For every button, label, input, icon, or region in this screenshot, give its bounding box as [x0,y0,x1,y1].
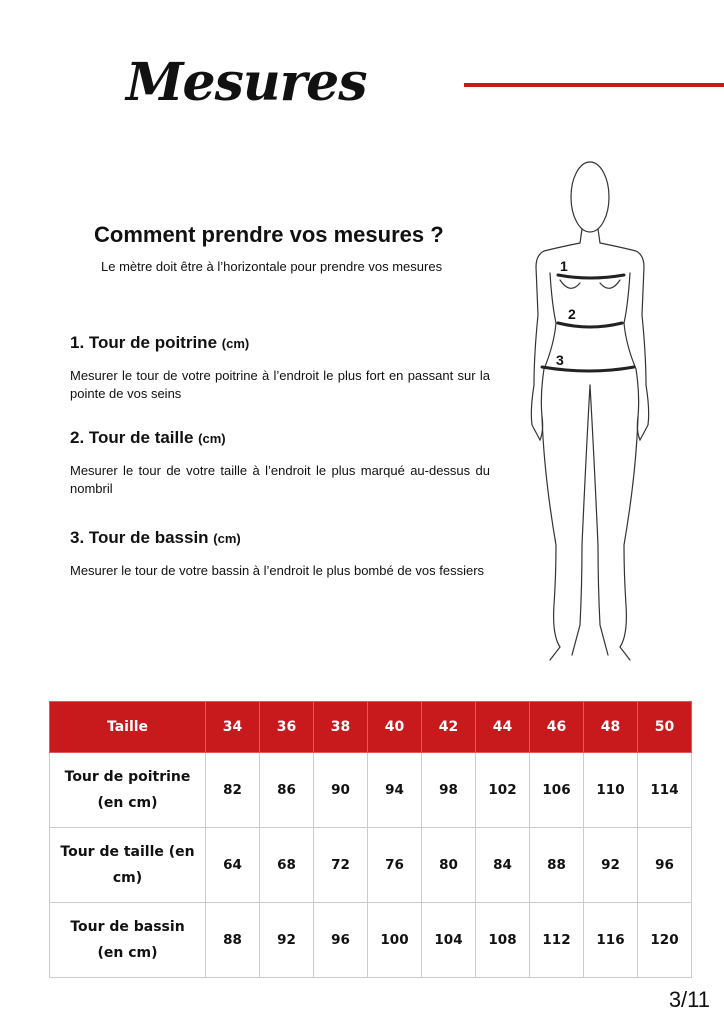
table-cell: 64 [206,828,260,903]
table-cell: 94 [368,753,422,828]
figure-right-arm [637,267,648,440]
section-hips [70,528,490,580]
table-cell: 104 [422,903,476,978]
figure-right-torso [624,273,639,417]
table-cell: 82 [206,753,260,828]
table-cell: 88 [530,828,584,903]
section-title-text: 3. Tour de bassin [70,528,209,547]
table-row-chest [50,753,692,828]
table-cell: 92 [584,828,638,903]
table-cell: 114 [638,753,692,828]
marker-3: 3 [556,352,564,368]
chest-measure-line [558,275,624,278]
table-cell: 106 [530,753,584,828]
figure-bust-left [560,280,580,288]
section-text: Mesurer le tour de votre bassin à l’endroit le plus bombé de vos fessiers [70,563,485,578]
figure-right-leg-outer [620,417,638,660]
table-cell: 96 [314,903,368,978]
row-label-line2: cm) [112,870,143,886]
size-38: 38 [314,702,368,753]
instructions-subheading: Le mètre doit être à l’horizontale pour prendre vos mesures [101,259,443,274]
table-cell: 84 [476,828,530,903]
table-cell: 120 [638,903,692,978]
table-cell: 76 [368,828,422,903]
row-label [50,753,206,828]
table-cell: 90 [314,753,368,828]
size-46: 46 [530,702,584,753]
table-cell: 88 [206,903,260,978]
row-label [50,903,206,978]
row-label [50,828,206,903]
section-waist [70,428,490,498]
section-text: Mesurer le tour de votre taille à l’endroit le plus marqué au-dessus du nombril [70,463,490,496]
size-34: 34 [206,702,260,753]
table-row-hips [50,903,692,978]
section-title [70,428,490,448]
figure-left-shoulder [536,229,582,267]
section-title [70,333,490,353]
figure-left-torso [541,273,556,417]
waist-measure-line [558,323,622,327]
table-cell: 110 [584,753,638,828]
title-divider [464,83,724,87]
table-cell: 86 [260,753,314,828]
table-cell: 72 [314,828,368,903]
table-cell: 80 [422,828,476,903]
page-title: Mesures [126,52,367,113]
table-cell: 96 [638,828,692,903]
size-40: 40 [368,702,422,753]
section-title-text: 1. Tour de poitrine [70,333,218,352]
row-label-line1: Tour de bassin [70,919,185,935]
page-number: 3/11 [668,987,710,1012]
body-measurement-figure [520,155,660,670]
table-cell: 92 [260,903,314,978]
size-table [49,701,692,978]
table-cell: 108 [476,903,530,978]
figure-right-leg-inner [590,385,608,655]
section-unit: (cm) [198,431,226,446]
row-label-line2: (en cm) [97,945,158,961]
marker-1: 1 [560,258,568,274]
table-cell: 98 [422,753,476,828]
table-header-row [50,702,692,753]
figure-left-leg-inner [572,385,590,655]
table-cell: 112 [530,903,584,978]
table-cell: 100 [368,903,422,978]
table-cell: 116 [584,903,638,978]
row-label-line2: (en cm) [97,795,158,811]
section-unit: (cm) [213,531,241,546]
section-text: Mesurer le tour de votre poitrine à l’endroit le plus fort en passant sur la pointe de vos seins [70,368,490,401]
section-title [70,528,490,548]
figure-left-arm [531,267,542,440]
instructions-heading: Comment prendre vos mesures ? [94,222,444,247]
marker-2: 2 [568,306,576,322]
figure-left-leg-outer [542,417,560,660]
row-label-line1: Tour de taille (en [60,844,195,860]
size-50: 50 [638,702,692,753]
size-48: 48 [584,702,638,753]
size-42: 42 [422,702,476,753]
size-44: 44 [476,702,530,753]
section-unit: (cm) [221,336,250,351]
table-cell: 68 [260,828,314,903]
figure-right-shoulder [598,229,644,267]
table-header-label: Taille [50,702,206,753]
table-row-waist [50,828,692,903]
figure-head [571,162,609,232]
row-label-line1: Tour de poitrine [64,769,191,785]
figure-bust-right [600,280,620,288]
table-cell: 102 [476,753,530,828]
section-chest [70,333,490,403]
size-36: 36 [260,702,314,753]
section-title-text: 2. Tour de taille [70,428,194,447]
